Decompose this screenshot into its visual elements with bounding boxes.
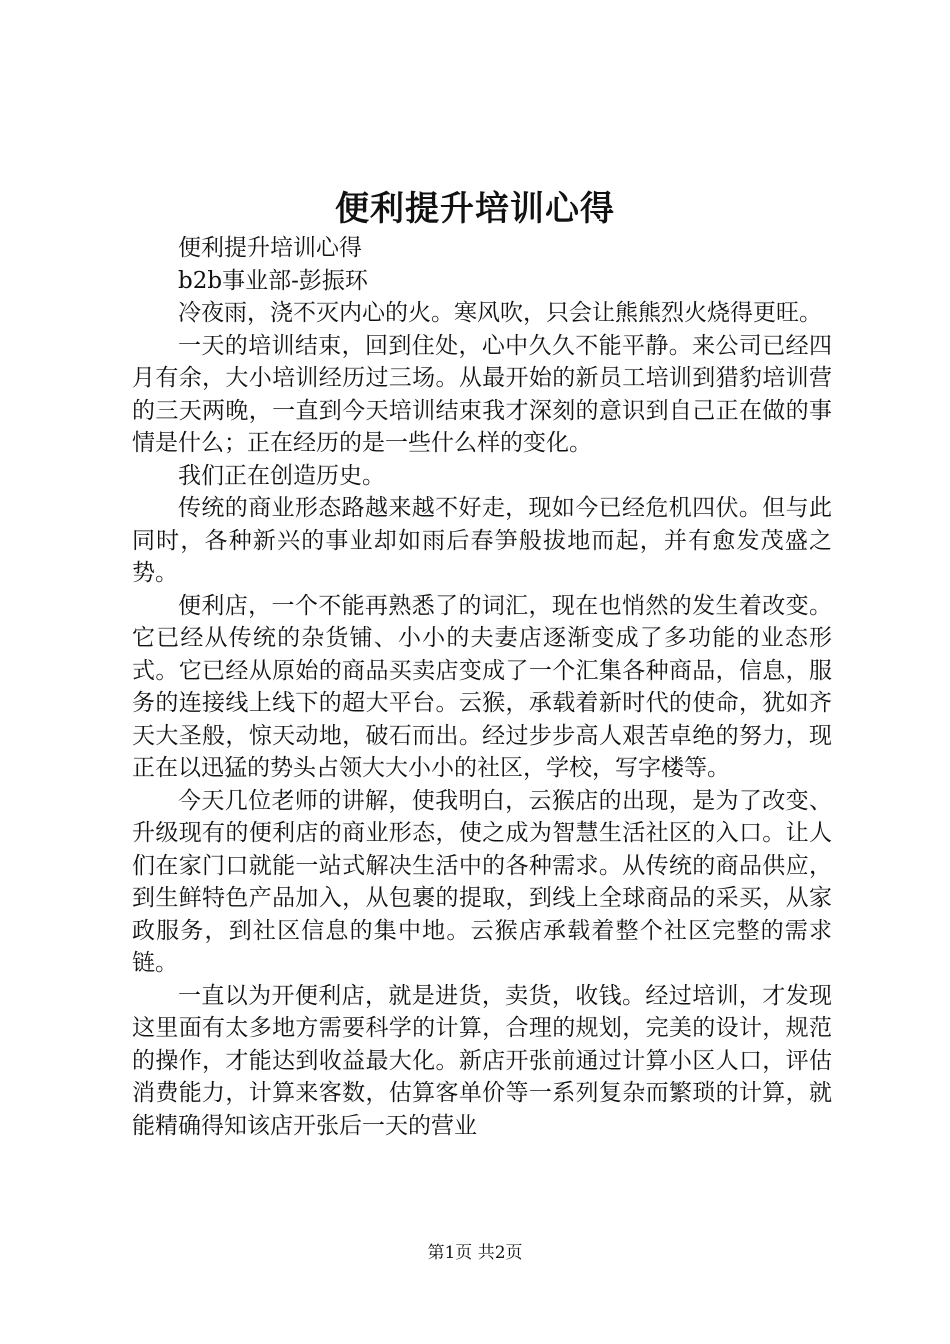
paragraph-4: 传统的商业形态路越来越不好走，现如今已经危机四伏。但与此同时，各种新兴的事业却如雨后春笋般拔地而起，并有愈发茂盛之势。 xyxy=(132,495,832,586)
document-title: 便利提升培训心得 xyxy=(335,189,615,229)
document-body xyxy=(132,232,832,1142)
page-footer: 第1页 共2页 xyxy=(427,1243,523,1263)
paragraph-1: 冷夜雨，浇不灭内心的火。寒风吹，只会让熊熊烈火烧得更旺。 xyxy=(178,300,822,326)
paragraph-6: 今天几位老师的讲解，使我明白，云猴店的出现，是为了改变、升级现有的便利店的商业形态，使之成为智慧生活社区的入口。让人们在家门口就能一站式解决生活中的各种需求。从传统的商品供应，到生鲜特色产品加入，从包裹的提取，到线上全球商品的采买，从家政服务，到社区信息的集中地。云猴店承载着整个社区完整的需求链。 xyxy=(132,787,832,976)
paragraph-author: b2b事业部-彭振环 xyxy=(178,267,368,294)
paragraph-7: 一直以为开便利店，就是进货，卖货，收钱。经过培训，才发现这里面有太多地方需要科学的计算，合理的规划，完美的设计，规范的操作，才能达到收益最大化。新店开张前通过计算小区人口，评估消费能力，计算来客数，估算客单价等一系列复杂而繁琐的计算，就能精确得知该店开张后一天的营业 xyxy=(132,982,832,1139)
paragraph-3: 我们正在创造历史。 xyxy=(178,462,385,489)
paragraph-subtitle: 便利提升培训心得 xyxy=(178,235,362,261)
paragraph-5: 便利店，一个不能再熟悉了的词汇，现在也悄然的发生着改变。它已经从传统的杂货铺、小小的夫妻店逐渐变成了多功能的业态形式。它已经从原始的商品买卖店变成了一个汇集各种商品，信息，服务的连接线上线下的超大平台。云猴，承载着新时代的使命，犹如齐天大圣般，惊天动地，破石而出。经过步步高人艰苦卓绝的努力，现正在以迅猛的势头占领大大小小的社区，学校，写字楼等。 xyxy=(132,592,832,781)
paragraph-2: 一天的培训结束，回到住处，心中久久不能平静。来公司已经四月有余，大小培训经历过三场。从最开始的新员工培训到猎豹培训营的三天两晚，一直到今天培训结束我才深刻的意识到自己正在做的事情是什么；正在经历的是一些什么样的变化。 xyxy=(132,332,832,456)
